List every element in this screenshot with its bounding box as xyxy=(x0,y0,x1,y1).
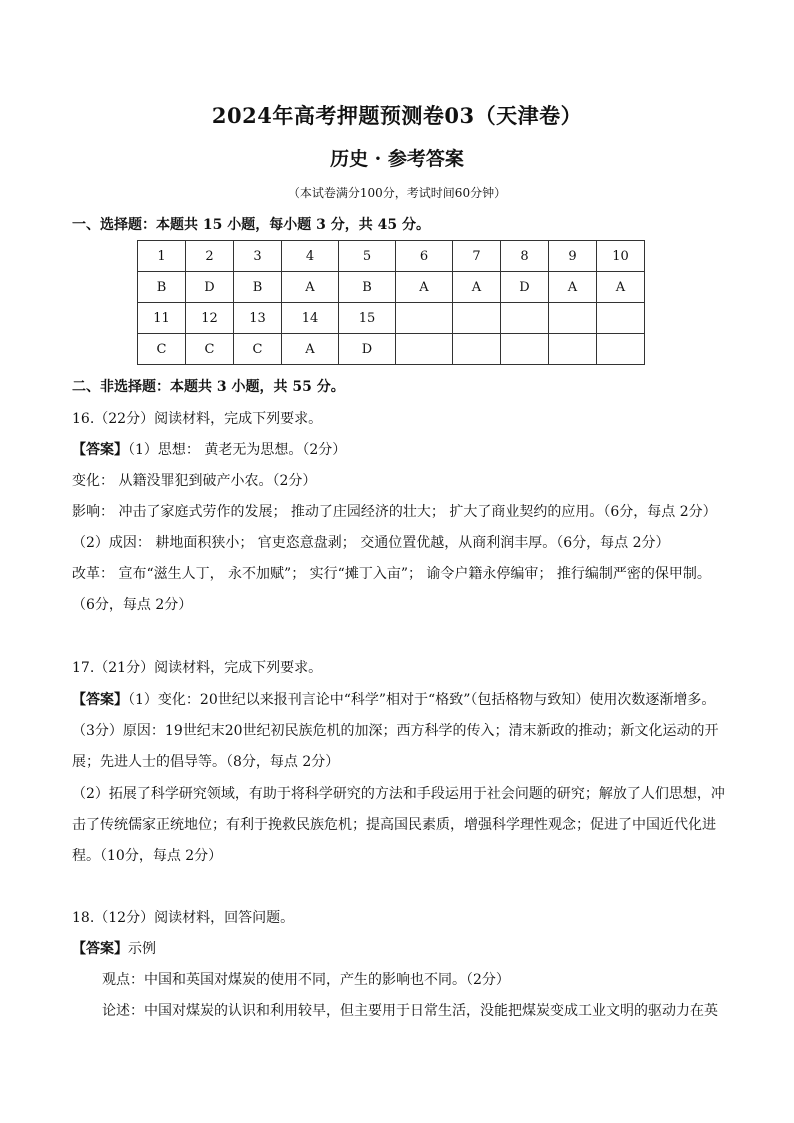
answer-text: （1）思想： 黄老无为思想。（2分） xyxy=(128,442,347,458)
table-cell: 12 xyxy=(186,303,234,334)
q16-title: 16.（22分）阅读材料，完成下列要求。 xyxy=(72,411,323,427)
q17-line: （3分）原因：19世纪末20世纪初民族危机的加深；西方科学的传入；清末新政的推动；新文化运动的开 xyxy=(72,723,719,739)
table-cell: C xyxy=(138,334,186,365)
table-cell: 7 xyxy=(453,241,501,272)
table-cell: B xyxy=(339,272,396,303)
answer-text: （1）变化：20世纪以来报刊言论中“科学”相对于“格致”（包括格物与致知）使用次数逐渐增多。 xyxy=(128,692,716,708)
answer-text: 示例 xyxy=(128,941,156,957)
q18-answer-line xyxy=(72,938,732,958)
table-cell: A xyxy=(396,272,453,303)
q16-line: 改革： 宣布“滋生人丁， 永不加赋”； 实行“摊丁入亩”； 谕令户籍永停编审； 推行编制严密的保甲制。 xyxy=(72,566,711,582)
table-cell xyxy=(501,303,549,334)
q17-line: 程。（10分，每点 2分） xyxy=(72,848,223,864)
q17-line: 展；先进人士的倡导等。（8分，每点 2分） xyxy=(72,754,340,770)
table-cell xyxy=(549,303,597,334)
table-row xyxy=(138,272,645,303)
q17-answer-line xyxy=(72,689,732,709)
answer-table xyxy=(137,240,645,365)
q18-line: 观点：中国和英国对煤炭的使用不同，产生的影响也不同。（2分） xyxy=(102,972,510,988)
table-cell: 10 xyxy=(597,241,645,272)
section2-heading: 二、非选择题：本题共 3 小题，共 55 分。 xyxy=(72,379,345,395)
answer-tag: 【答案】 xyxy=(72,442,128,458)
q17-line: 击了传统儒家正统地位；有利于挽救民族危机；提高国民素质，增强科学理性观念；促进了中国近代化进 xyxy=(72,817,716,833)
table-cell: 4 xyxy=(282,241,339,272)
table-cell: A xyxy=(282,334,339,365)
table-cell: 9 xyxy=(549,241,597,272)
table-cell: 14 xyxy=(282,303,339,334)
table-row xyxy=(138,334,645,365)
table-row xyxy=(138,303,645,334)
table-cell xyxy=(549,334,597,365)
table-cell xyxy=(597,334,645,365)
table-cell: B xyxy=(138,272,186,303)
q17-line: （2）拓展了科学研究领域，有助于将科学研究的方法和手段运用于社会问题的研究；解放了人们思想，冲 xyxy=(72,786,725,802)
q16-line: 变化： 从籍没罪犯到破产小农。（2分） xyxy=(72,473,317,489)
table-cell: C xyxy=(234,334,282,365)
q16-line: 影响： 冲击了家庭式劳作的发展； 推动了庄园经济的壮大； 扩大了商业契约的应用。（6分，每点 2分） xyxy=(72,504,717,520)
table-cell: 15 xyxy=(339,303,396,334)
table-cell: 5 xyxy=(339,241,396,272)
exam-note: （本试卷满分100分，考试时间60分钟） xyxy=(287,186,507,200)
page-title: 2024年高考押题预测卷03（天津卷） xyxy=(211,103,583,128)
table-cell: A xyxy=(282,272,339,303)
q16-line: （2）成因： 耕地面积狭小； 官吏恣意盘剥； 交通位置优越，从商利润丰厚。（6分，每点 2分） xyxy=(72,535,670,551)
table-cell xyxy=(396,303,453,334)
table-cell: D xyxy=(339,334,396,365)
section1-heading: 一、选择题：本题共 15 小题，每小题 3 分，共 45 分。 xyxy=(72,217,430,233)
q17-title: 17.（21分）阅读材料，完成下列要求。 xyxy=(72,660,323,676)
table-cell: 2 xyxy=(186,241,234,272)
table-cell: 11 xyxy=(138,303,186,334)
table-cell: 6 xyxy=(396,241,453,272)
table-cell: 3 xyxy=(234,241,282,272)
table-cell: B xyxy=(234,272,282,303)
table-cell: D xyxy=(186,272,234,303)
table-cell: 8 xyxy=(501,241,549,272)
table-row xyxy=(138,241,645,272)
page-subtitle: 历史 · 参考答案 xyxy=(330,148,464,170)
table-cell xyxy=(453,334,501,365)
table-cell xyxy=(396,334,453,365)
q18-line: 论述：中国对煤炭的认识和利用较早，但主要用于日常生活，没能把煤炭变成工业文明的驱动力在英 xyxy=(102,1003,718,1019)
table-cell xyxy=(501,334,549,365)
table-cell: A xyxy=(597,272,645,303)
table-cell: C xyxy=(186,334,234,365)
table-cell: D xyxy=(501,272,549,303)
table-cell: 1 xyxy=(138,241,186,272)
q16-line: （6分，每点 2分） xyxy=(72,597,193,613)
table-cell: A xyxy=(453,272,501,303)
table-cell xyxy=(597,303,645,334)
table-cell: 13 xyxy=(234,303,282,334)
answer-tag: 【答案】 xyxy=(72,692,128,708)
answer-tag: 【答案】 xyxy=(72,941,128,957)
table-cell: A xyxy=(549,272,597,303)
q18-title: 18.（12分）阅读材料，回答问题。 xyxy=(72,910,295,926)
q16-answer-line xyxy=(72,439,732,459)
table-cell xyxy=(453,303,501,334)
